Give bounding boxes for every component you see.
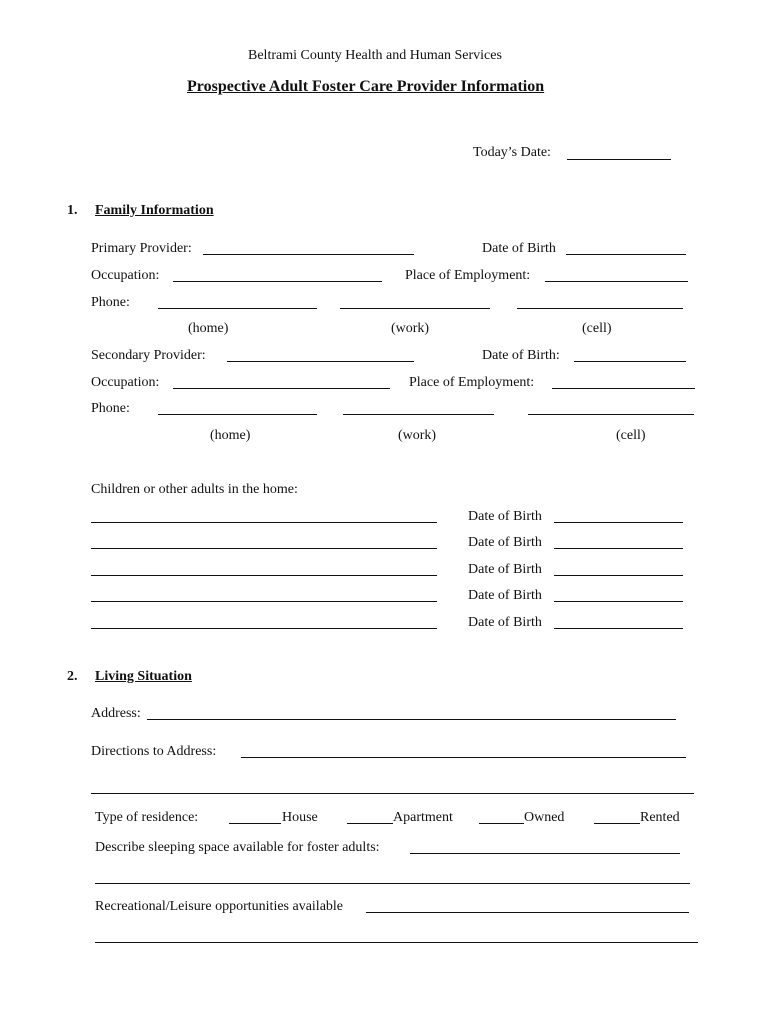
primary-employment-field[interactable] [545, 281, 688, 282]
address-label: Address: [91, 706, 141, 721]
secondary-phone-cell-field[interactable] [528, 414, 694, 415]
child-4-dob-field[interactable] [554, 601, 683, 602]
child-4-dob-label: Date of Birth [468, 588, 542, 603]
primary-dob-field[interactable] [566, 254, 686, 255]
secondary-provider-field[interactable] [227, 361, 414, 362]
primary-phone-work-caption: (work) [391, 321, 430, 336]
children-label: Children or other adults in the home: [91, 482, 298, 497]
primary-employment-label: Place of Employment: [405, 268, 531, 283]
secondary-phone-home-caption: (home) [210, 428, 251, 443]
secondary-employment-field[interactable] [552, 388, 695, 389]
secondary-dob-field[interactable] [574, 361, 686, 362]
child-2-dob-field[interactable] [554, 548, 683, 549]
secondary-phone-work-caption: (work) [398, 428, 437, 443]
section-1-number: 1. [67, 203, 78, 218]
directions-field[interactable] [241, 757, 686, 758]
child-5-dob-field[interactable] [554, 628, 683, 629]
recreational-field[interactable] [366, 912, 689, 913]
sleeping-space-field-continued[interactable] [95, 883, 690, 884]
primary-dob-label: Date of Birth [482, 241, 556, 256]
sleeping-space-field[interactable] [410, 853, 680, 854]
house-label: House [282, 810, 318, 825]
secondary-employment-label: Place of Employment: [409, 375, 535, 390]
house-checkbox-line[interactable] [229, 823, 281, 824]
page-title: Prospective Adult Foster Care Provider Information [187, 78, 545, 95]
sleeping-space-label: Describe sleeping space available for foster adults: [95, 840, 380, 855]
primary-provider-field[interactable] [203, 254, 414, 255]
child-2-name-field[interactable] [91, 548, 437, 549]
apartment-checkbox-line[interactable] [347, 823, 393, 824]
owned-checkbox-line[interactable] [479, 823, 524, 824]
child-1-name-field[interactable] [91, 522, 437, 523]
primary-phone-home-caption: (home) [188, 321, 229, 336]
directions-field-continued[interactable] [91, 793, 694, 794]
child-5-dob-label: Date of Birth [468, 615, 542, 630]
todays-date-label: Today’s Date: [473, 145, 551, 160]
primary-phone-home-field[interactable] [158, 308, 317, 309]
child-5-name-field[interactable] [91, 628, 437, 629]
child-1-dob-field[interactable] [554, 522, 683, 523]
child-2-dob-label: Date of Birth [468, 535, 542, 550]
section-2-number: 2. [67, 669, 78, 684]
child-3-name-field[interactable] [91, 575, 437, 576]
child-3-dob-label: Date of Birth [468, 562, 542, 577]
primary-phone-label: Phone: [91, 295, 130, 310]
rented-checkbox-line[interactable] [594, 823, 640, 824]
primary-provider-label: Primary Provider: [91, 241, 192, 256]
child-1-dob-label: Date of Birth [468, 509, 542, 524]
secondary-provider-label: Secondary Provider: [91, 348, 206, 363]
primary-phone-cell-field[interactable] [517, 308, 683, 309]
address-field[interactable] [147, 719, 676, 720]
primary-phone-work-field[interactable] [340, 308, 490, 309]
owned-label: Owned [524, 810, 565, 825]
apartment-label: Apartment [393, 810, 453, 825]
recreational-field-continued[interactable] [95, 942, 698, 943]
rented-label: Rented [640, 810, 680, 825]
section-1-heading: Family Information [95, 203, 214, 218]
secondary-occupation-label: Occupation: [91, 375, 160, 390]
todays-date-field[interactable] [567, 159, 671, 160]
primary-phone-cell-caption: (cell) [582, 321, 612, 336]
secondary-occupation-field[interactable] [173, 388, 390, 389]
child-3-dob-field[interactable] [554, 575, 683, 576]
residence-type-label: Type of residence: [95, 810, 199, 825]
primary-occupation-label: Occupation: [91, 268, 160, 283]
secondary-phone-work-field[interactable] [343, 414, 494, 415]
secondary-dob-label: Date of Birth: [482, 348, 560, 363]
secondary-phone-home-field[interactable] [158, 414, 317, 415]
agency-name: Beltrami County Health and Human Services [248, 48, 502, 63]
primary-occupation-field[interactable] [173, 281, 382, 282]
secondary-phone-label: Phone: [91, 401, 130, 416]
directions-label: Directions to Address: [91, 744, 217, 759]
section-2-heading: Living Situation [95, 669, 192, 684]
child-4-name-field[interactable] [91, 601, 437, 602]
secondary-phone-cell-caption: (cell) [616, 428, 646, 443]
recreational-label: Recreational/Leisure opportunities available [95, 899, 344, 914]
